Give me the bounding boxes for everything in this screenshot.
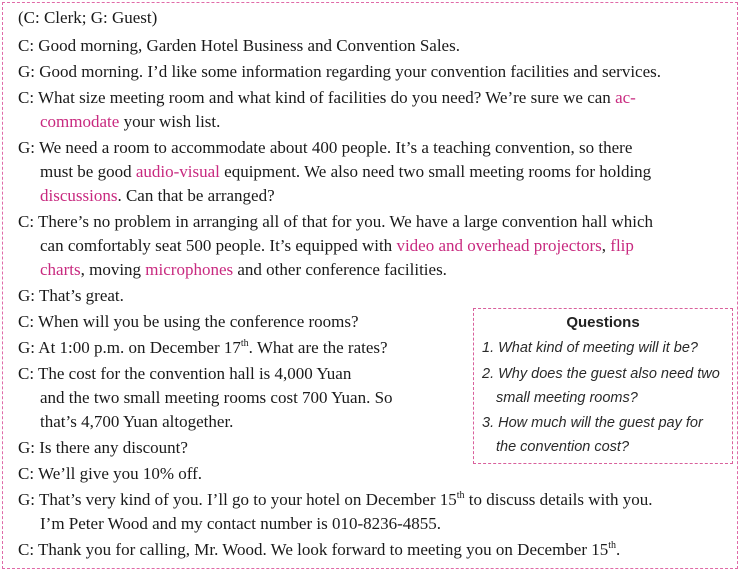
dialogue-line-continued: that’s 4,700 Yuan altogether. [40,412,234,431]
dialogue-line: C: When will you be using the conference rooms? [18,312,359,331]
speakers-note: (C: Clerk; G: Guest) [18,8,158,27]
questions-box [473,308,733,464]
dialogue-line-continued: charts, moving microphones and other conference facilities. [40,260,447,279]
dialogue-line: G: We need a room to accommodate about 400 people. It’s a teaching convention, so there [18,138,633,157]
dialogue-line-continued: can comfortably seat 500 people. It’s equipped with video and overhead projectors, flip [40,236,634,255]
question-2-continued: small meeting rooms? [496,390,638,406]
vocab-highlight: microphones [145,260,234,279]
vocab-highlight: charts [40,260,81,279]
questions-title: Questions [566,314,640,331]
vocab-highlight: ac- [615,88,636,107]
dialogue-line: C: The cost for the convention hall is 4,000 Yuan [18,364,352,383]
vocab-highlight: discussions [40,186,118,205]
dialogue-line: C: Thank you for calling, Mr. Wood. We look forward to meeting you on December 15th. [18,540,621,559]
dialogue-line-continued: commodate your wish list. [40,112,221,131]
dialogue-line: G: That’s very kind of you. I’ll go to your hotel on December 15th to discuss details with you. [18,490,653,509]
dialogue-line: C: There’s no problem in arranging all of that for you. We have a large convention hall which [18,212,654,231]
dialogue-line: C: We’ll give you 10% off. [18,464,203,483]
dialogue-line: C: Good morning, Garden Hotel Business and Convention Sales. [18,36,460,55]
question-2: 2. Why does the guest also need two [482,366,720,382]
question-3-continued: the convention cost? [496,439,630,455]
dialogue-line: C: What size meeting room and what kind of facilities do you need? We’re sure we can ac- [18,88,636,107]
dialogue-line-continued: must be good audio-visual equipment. We also need two small meeting rooms for holding [40,162,652,181]
question-1: 1. What kind of meeting will it be? [482,340,698,356]
dialogue-line: G: That’s great. [18,286,124,305]
vocab-highlight: flip [610,236,634,255]
dialogue-line-continued: discussions. Can that be arranged? [40,186,275,205]
vocab-highlight: commodate [40,112,120,131]
dialogue-line-continued: I’m Peter Wood and my contact number is 010-8236-4855. [40,514,442,533]
dialogue-line-continued: and the two small meeting rooms cost 700 Yuan. So [40,388,393,407]
vocab-highlight: audio-visual [135,162,220,181]
vocab-highlight: video and overhead projectors [396,236,602,255]
question-3: 3. How much will the guest pay for [482,415,703,431]
dialogue-line: G: At 1:00 p.m. on December 17th. What are the rates? [18,338,388,357]
dialogue-line: G: Good morning. I’d like some information regarding your convention facilities and services. [18,62,662,81]
dialogue-line: G: Is there any discount? [18,438,188,457]
